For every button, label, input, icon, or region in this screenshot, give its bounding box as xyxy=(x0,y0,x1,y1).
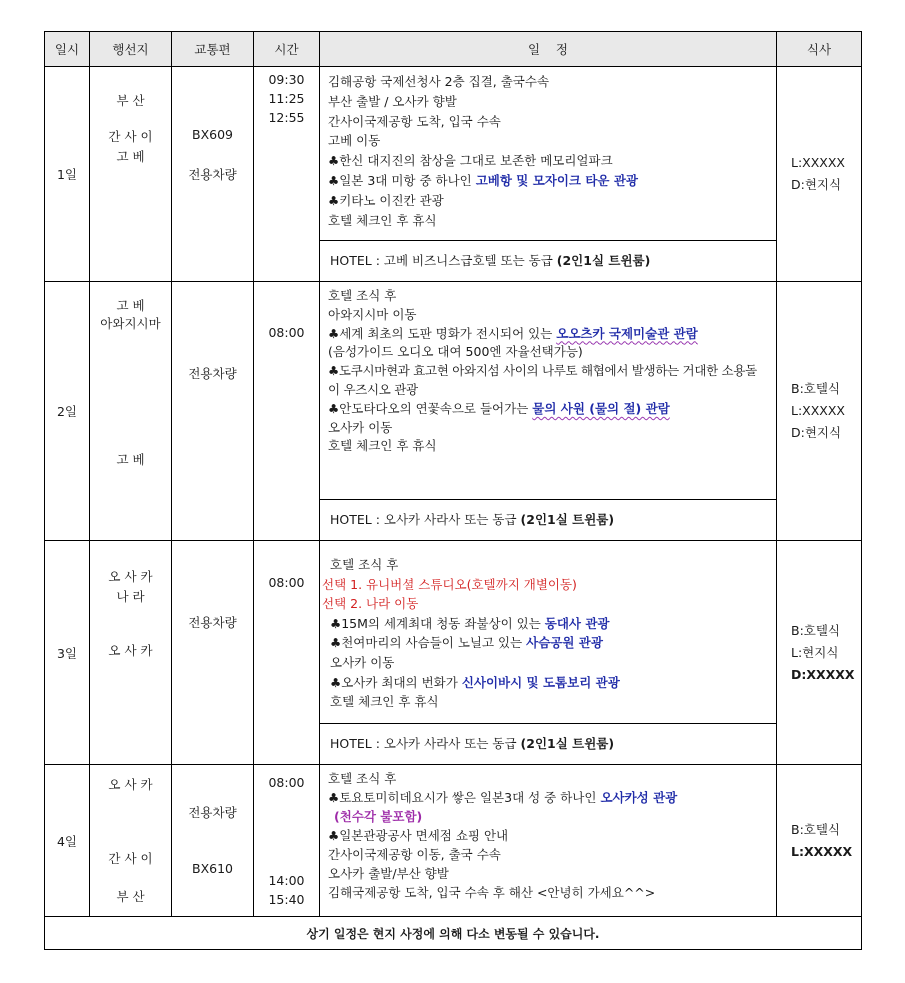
meal: D:현지식 xyxy=(791,177,842,192)
time: 14:00 xyxy=(268,873,305,888)
time-cell xyxy=(254,541,320,765)
header-schedule: 일 정 xyxy=(320,32,777,67)
flight-number: BX610 xyxy=(192,861,233,876)
schedule-line: 오사카 이동 xyxy=(330,654,395,670)
schedule-line: ♣일본 3대 미항 중 하나인 고베항 및 모자이크 타운 관광 xyxy=(328,172,639,188)
meals-cell xyxy=(777,67,862,282)
meal: D:현지식 xyxy=(791,425,842,440)
destination-cell xyxy=(90,282,172,541)
hotel-info: HOTEL : 고베 비즈니스급호텔 또는 동급 (2인1실 트윈룸) xyxy=(320,240,776,281)
meals-cell xyxy=(777,765,862,917)
schedule-cell xyxy=(320,765,777,917)
highlight-tour: 오사카성 관광 xyxy=(600,790,678,805)
destination: 오 사 카 xyxy=(108,777,153,792)
day-row-4 xyxy=(45,765,862,917)
day-row-2 xyxy=(45,282,862,541)
footer-note: 상기 일정은 현지 사정에 의해 다소 변동될 수 있습니다. xyxy=(45,917,862,950)
meal: B:호텔식 xyxy=(791,622,841,638)
schedule-line: 아와지시마 이동 xyxy=(328,306,417,322)
transport-mode: 전용차량 xyxy=(188,805,237,820)
destination: 고 베 xyxy=(116,298,145,313)
destination: 오 사 카 xyxy=(108,569,153,584)
meal: B:호텔식 xyxy=(791,381,841,396)
meal: B:호텔식 xyxy=(791,821,841,837)
time: 11:25 xyxy=(268,91,305,106)
transport-cell xyxy=(172,282,254,541)
destination: 오 사 카 xyxy=(108,643,153,658)
highlight-tour: 신사이바시 및 도톰보리 관광 xyxy=(461,674,620,690)
schedule-line: 호텔 조식 후 xyxy=(328,288,397,303)
transport-mode: 전용차량 xyxy=(188,366,237,381)
schedule-line: ♣15M의 세계최대 청동 좌불상이 있는 동대사 관광 xyxy=(330,615,610,631)
schedule-line: ♣세계 최초의 도판 명화가 전시되어 있는 오오츠카 국제미술관 관람 xyxy=(328,325,698,341)
schedule-line: 고베 이동 xyxy=(328,133,381,149)
itinerary-document xyxy=(44,31,861,950)
schedule-line: 부산 출발 / 오사카 향발 xyxy=(328,93,457,109)
destination: 간 사 이 xyxy=(108,129,153,144)
schedule-line: 호텔 조식 후 xyxy=(330,557,399,572)
header-transport: 교통편 xyxy=(172,32,254,67)
schedule-line: 호텔 조식 후 xyxy=(328,771,397,786)
header-date: 일시 xyxy=(45,32,90,67)
meal: L:XXXXX xyxy=(791,155,845,170)
schedule-cell xyxy=(320,67,777,282)
meals-cell xyxy=(777,541,862,765)
schedule-line: 김해공항 국제선청사 2층 집결, 출국수속 xyxy=(328,74,550,89)
destination-cell xyxy=(90,765,172,917)
destination: 나 라 xyxy=(116,589,145,604)
schedule-line: 호텔 체크인 후 휴식 xyxy=(330,694,439,710)
day-label: 3일 xyxy=(45,541,90,765)
time-cell xyxy=(254,282,320,541)
day-row-3 xyxy=(45,541,862,765)
option-line: 선택 2. 나라 이동 xyxy=(322,596,419,612)
schedule-line: 김해국제공항 도착, 입국 수속 후 해산 <안녕히 가세요^^> xyxy=(328,885,656,900)
highlight-tour: 오오츠카 국제미술관 관람 xyxy=(556,325,698,341)
time-cell xyxy=(254,67,320,282)
destination-cell xyxy=(90,67,172,282)
destination: 고 베 xyxy=(116,149,145,164)
destination: 간 사 이 xyxy=(108,851,153,866)
transport-mode: 전용차량 xyxy=(188,615,237,630)
schedule-line: ♣도쿠시마현과 효고현 아와지섬 사이의 나루토 해협에서 발생하는 거대한 소용돌이 우즈시오 관광 xyxy=(328,363,757,397)
time: 09:30 xyxy=(268,72,305,87)
destination: 아와지시마 xyxy=(100,316,161,331)
time: 08:00 xyxy=(268,325,305,340)
meal: L:XXXXX xyxy=(791,403,845,418)
transport-cell xyxy=(172,541,254,765)
schedule-line: 호텔 체크인 후 휴식 xyxy=(328,212,437,228)
schedule-line: ♣오사카 최대의 번화가 신사이바시 및 도톰보리 관광 xyxy=(330,674,620,690)
schedule-line: ♣토요토미히데요시가 쌓은 일본3대 성 중 하나인 오사카성 관광 xyxy=(328,790,678,805)
hotel-info: HOTEL : 오사카 사라사 또는 동급 (2인1실 트윈룸) xyxy=(320,723,776,764)
schedule-line: 간사이국제공항 이동, 출국 수속 xyxy=(328,847,501,862)
header-row xyxy=(45,32,862,67)
schedule-line: ♣키타노 이진칸 관광 xyxy=(328,192,444,208)
meal: D:XXXXX xyxy=(791,666,855,682)
flight-number: BX609 xyxy=(192,127,233,142)
schedule-line: ♣일본관광공사 면세점 쇼핑 안내 xyxy=(328,828,509,843)
header-time: 시간 xyxy=(254,32,320,67)
schedule-line: 오사카 이동 xyxy=(328,419,393,435)
time: 12:55 xyxy=(268,110,305,125)
time: 15:40 xyxy=(268,892,305,907)
day-label: 2일 xyxy=(45,282,90,541)
schedule-line: 호텔 체크인 후 휴식 xyxy=(328,438,437,454)
schedule-line: 간사이국제공항 도착, 입국 수속 xyxy=(328,113,501,129)
time: 08:00 xyxy=(268,575,305,590)
transport-mode: 전용차량 xyxy=(188,167,237,182)
highlight-tour: 사슴공원 관광 xyxy=(526,635,603,651)
meal: L:XXXXX xyxy=(791,843,853,859)
highlight-tour: 고베항 및 모자이크 타운 관광 xyxy=(475,172,639,188)
day-label: 4일 xyxy=(45,765,90,917)
day-label: 1일 xyxy=(45,67,90,282)
itinerary-table xyxy=(44,31,862,950)
transport-cell xyxy=(172,765,254,917)
header-destination: 행선지 xyxy=(90,32,172,67)
destination: 고 베 xyxy=(116,452,145,467)
note-line: (천수각 불포함) xyxy=(334,809,423,824)
header-meals: 식사 xyxy=(777,32,862,67)
schedule-line: ♣안도타다오의 연꽃속으로 들어가는 물의 사원 (물의 절) 관람 xyxy=(328,400,670,416)
footer-row xyxy=(45,917,862,950)
schedule-line: ♣천여마리의 사슴들이 노닐고 있는 사슴공원 관광 xyxy=(330,635,603,651)
highlight-tour: 동대사 관광 xyxy=(544,615,610,631)
schedule-line: 오사카 출발/부산 향발 xyxy=(328,866,449,881)
schedule-cell xyxy=(320,541,777,765)
day-row-1 xyxy=(45,67,862,282)
highlight-tour: 물의 사원 (물의 절) 관람 xyxy=(532,400,670,416)
destination-cell xyxy=(90,541,172,765)
schedule-line: (음성가이드 오디오 대여 500엔 자율선택가능) xyxy=(328,344,583,360)
destination: 부 산 xyxy=(116,889,145,904)
meal: L:현지식 xyxy=(791,644,839,660)
time-cell xyxy=(254,765,320,917)
schedule-line: ♣한신 대지진의 참상을 그대로 보존한 메모리얼파크 xyxy=(328,153,613,169)
option-line: 선택 1. 유니버셜 스튜디오(호텔까지 개별이동) xyxy=(322,576,577,592)
time: 08:00 xyxy=(268,775,305,790)
meals-cell xyxy=(777,282,862,541)
transport-cell xyxy=(172,67,254,282)
destination: 부 산 xyxy=(116,93,145,108)
schedule-cell xyxy=(320,282,777,541)
hotel-info: HOTEL : 오사카 사라사 또는 동급 (2인1실 트윈룸) xyxy=(320,499,776,540)
